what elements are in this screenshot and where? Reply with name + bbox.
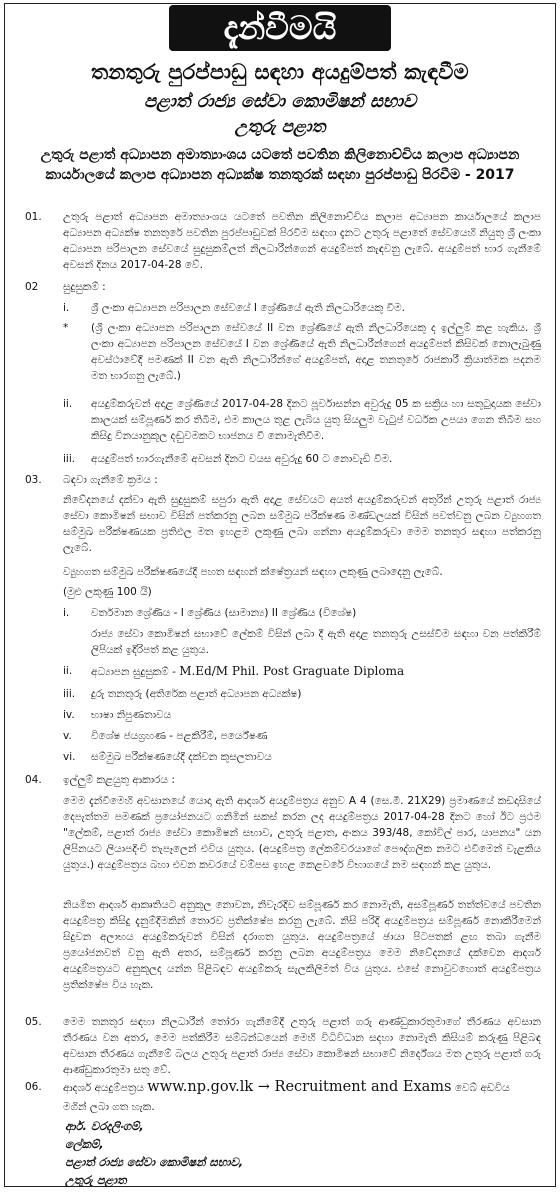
notice-subject	[15, 145, 545, 185]
section-text: මෙම දැන්වීමෙහි අවසානයේ යොදා ඇති ආදර්ශ අයදුම්පත්‍රය අනුව A 4 (සෙ.මී. 21X29) ප්‍රමාණයේ කඩදාසියේ දෙපැත්තම පමණක් ප්‍රයෝජනයට ගනිමින් සකස් කරන ලද අයදුම්පත්‍රය 2017-04-28 දිනට හෝ ඊට ප්‍රථම "ලේකම්, පළාත් රාජ්‍ය සේවා කොමිෂන් සභාව, උතුරු පළාත, අංකය 393/48, කෝවිල් පාර, යාපනය" යන ලිපිනයට ලියාපදිංචි තැපෑලෙන් එවිය යුතුය. (අයදුම්පත්‍ර ලේකම්වරයාගේ පෞද්ගලික නමට එවීමෙන් වැළකිය යුතුය.) අයදුම්පත්‍රය බහා එවන කවරයේ වම්පස ඉහළ කෙළවරේ විභාගයේ නම සඳහන් කළ යුතුය.	[63, 795, 541, 871]
section-text: මෙම තනතුර සඳහා නිලධාරීන් තෝරා ගැනීමේදී උතුරු පළාත් ගරු ආණ්ඩුකාරතුමාගේ තීරණය අවසාන තීරණය වන අතර, මෙම පත්කිරීම සම්බන්ධයෙන් මෙහි විධිවිධාන සදහා නොමැති කිසියම් කරුණු පිළිබඳ අවසාන තීරණය ගැනීමේ බලය උතුරු පළාත් රාජ්‍ය සේවා කොමිෂන් සභාවේ නිර්දේශය මත උතුරු පළාත් ගරු ආණ්ඩුකාරතුමා සතු වේ.	[63, 1016, 541, 1076]
item-text	[91, 663, 541, 680]
item-marker: ii.	[63, 398, 73, 410]
section-text: මගින් ලබා ගත හැක.	[63, 1101, 155, 1113]
item-text: අයදුම්කරුවන් අදාළ ශ්‍රේණියේ 2017-04-28 දිනට පූර්වාසන්න අවුරුදු 05 ක සක්‍රිය හා සතුටුදායක සේවා කාලයක් සම්පූර්ණ කර තිබීම, එම කාලය තුළ ලැබිය යුතු සියලුම වැටුප් වර්ධක උපයා ගෙන තිබීම සහ කිසිදු විනයානුකූල දඬුවමකට භාජනය වී නොමැතිවීම.	[91, 398, 541, 442]
item-marker: iii.	[63, 688, 76, 700]
item-marker: ii.	[63, 665, 73, 677]
section-text: නියමිත ආදර්ශ ආකෘතියට අනුකූල නොවන, නිවැරදිව සම්පූර්ණ කර නොමැති, අසම්පූර්ණ තත්ත්වයේ පවතින අයදුම්පත්‍ර කිසිදු දැනුම්දීමකින් තොරව ප්‍රතික්ෂේප කරනු ලැබේ. නිසි පරිදි අයදුම්පත්‍රය සම්පූර්ණ නොකිරීමෙන් සිදුවන අලාභය අයදුම්කරුවන් විසින් දරාගත යුතුය. අයදුම්පත්‍රයේ ඡායා පිටපතක් ළඟ තබා ගැනීම ප්‍රයෝජනවත් වනු ඇති අතර, සම්පූර්ණ කරනු ලබන අයදුම්පත්‍රය මෙම නිවේදනයේ දක්වෙන ආදර්ශ අයදුම්පත්‍රයට අනුකූලද යන්න පිළිබඳව අයදුම්කරු සැලකිලිමත් විය යුතුය. එසේ නොවුවහොත් අයදුම්පත්‍රය ප්‍රතික්ෂේප විය හැක.	[63, 899, 541, 991]
province-name: උතුරු පළාත	[234, 117, 326, 137]
section-number: 01.	[25, 211, 42, 223]
item-text: සම්මුඛ පරීක්ෂණයේදී දක්වන කුසලතාවය	[91, 751, 272, 763]
subject-line-1: උතුරු පළාත් අධ්‍යාපන අමාත්‍යාංශය යටතේ පවතින කිලිනොච්චිය කලාප අධ්‍යාපන	[40, 147, 520, 163]
item-marker: vi.	[63, 751, 76, 763]
education-degrees: M.Ed/M Phil. Post Graguate Diploma	[179, 664, 405, 678]
signatory-org: පළාත් රාජ්‍ය සේවා කොමිෂන් සභාව,	[65, 1155, 244, 1169]
section-text: ව්‍යුහගත සම්මුඛ පරීක්ෂණයේදී පහත සඳහන් ක්ෂේත්‍රයන් සඳහා ලකුණු ලබාදෙනු ලැබේ.	[63, 566, 443, 578]
website-link[interactable]: www.np.gov.lk → Recruitment and Exams	[147, 1079, 452, 1095]
section-heading: බඳවා ගැනීමේ ක්‍රමය :	[63, 474, 158, 486]
section-number: 03.	[25, 474, 42, 486]
section-number: 05.	[25, 1016, 42, 1028]
item-text: වර්තමාන ශ්‍රේණිය - I ශ්‍රේණිය (සාමාන්‍ය) II ශ්‍රේණිය (විශේෂ)	[91, 607, 357, 619]
item-marker: iii.	[63, 453, 76, 465]
section-number: 04.	[25, 774, 42, 786]
section-text: නිවේදනයේ දක්වා ඇති සුදුසුකම් සපුරා ඇති අදාළ සේවයට අයත් අයදුම්කරුවන් අතුරින් උතුරු පළාත් රාජ්‍ය සේවා කොමිෂන් සභාව විසින් පත්කරනු ලබන සම්මුඛ පරීක්ෂණ මණ්ඩලයක් විසින් පවත්වනු ලබන ව්‍යුහගත සම්මුඛ පරීක්ෂණයක ප්‍රතිඵල මත ඉහළම ලකුණු ලබා ගන්නා අයදුම්කරුවා මෙම තනතුර සඳහා පත්කරනු ලැබේ.	[63, 494, 541, 554]
subject-line-2: කාර්යාලයේ කලාප අධ්‍යාපන අධ්‍යක්ෂ තනතුරක් සඳහා පුරප්පාඩු පිරවීම - 2017	[45, 167, 515, 183]
item-marker: iv.	[63, 709, 75, 721]
item-marker: i.	[63, 607, 70, 619]
signature-block	[65, 1117, 243, 1189]
signatory-name: ආර්. වරදලිංගම්,	[65, 1119, 144, 1133]
form-label: ආදර්ශ අයදුම්පත්‍රය	[63, 1082, 144, 1094]
notice-title: තනතුරු පුරප්පාඩු සඳහා අයදුම්පත් කැඳවීම	[91, 60, 469, 84]
website-suffix: වෙබ් අඩවිය	[454, 1082, 510, 1094]
section-text	[63, 1079, 541, 1096]
signatory-province: උතුරු පළාත	[65, 1173, 127, 1187]
item-marker: i.	[63, 302, 70, 314]
section-heading: සුදුසුකම් :	[63, 281, 106, 293]
total-marks-text: (මුළු ලකුණු 100 යි)	[63, 586, 152, 598]
item-text: ශ්‍රී ලංකා අධ්‍යාපන පරිපාලන සේවයේ I ශ්‍රේණියේ ඇති නිලධාරියෙකු වීම.	[91, 302, 405, 314]
item-text: රාජ්‍ය සේවා කොමිෂන් සභාවේ ලේකම් විසින් ලබා දී ඇති අදාළ තනතුරු උසස්වීම සඳහා වන පත්කිරීම් ලිපියක් ඉදිරිපත් කළ යුතුය.	[91, 628, 541, 656]
signatory-role: ලේකම්,	[65, 1137, 104, 1151]
item-text: (ශ්‍රී ලංකා අධ්‍යාපන පරිපාලන සේවයේ II වන ශ්‍රේණියේ ඇති නිලධාරියෙකු ද ඉල්ලුම් කළ හැකිය. ශ්‍රී ලංකා අධ්‍යාපන පරිපාලන සේවයේ I වන ශ්‍රේණියේ ඇති නිලධාරීන්ගෙන් අයදුම්පත් කිසිවක් නොලැබුණු අවස්ථාවේදී පමණක් II වන ඇති නිලධාරීන්ගේ අයදුම්පත්, අදාළ තනතුරේ රාජකාරී ක්‍රියාත්මක පදනම මත භාරගනු ලැබේ.)	[91, 322, 541, 382]
item-text: භාෂා නිපුණතාවය	[91, 709, 172, 721]
section-number: 06.	[25, 1081, 42, 1093]
education-label: අධ්‍යාපන සුදුසුකම් -	[91, 666, 176, 678]
advertisement-notice	[4, 3, 556, 1187]
section-number: 02	[25, 281, 39, 293]
item-text: විශේෂ ජයග්‍රහණ - පළකිරීම්, පර්යේෂණ	[91, 730, 268, 742]
item-marker: v.	[63, 730, 72, 742]
item-text: අයදුම්පත් භාරගැනීමේ අවසන් දිනට වයස අවුරුදු 60 ට නොවැඩි වීම.	[91, 453, 393, 465]
section-heading: ඉල්ලුම් කළයුතු ආකාරය :	[63, 774, 175, 786]
commission-name: පළාත් රාජ්‍ය සේවා කොමිෂන් සභාව	[143, 91, 417, 112]
item-marker: *	[63, 322, 69, 334]
item-text: දුරු තනතුරු (අතිරේක පළාත් අධ්‍යාපන අධ්‍යක්ෂ)	[91, 688, 302, 700]
notice-banner: දැන්වීමයි	[169, 5, 391, 51]
section-text: උතුරු පළාත් අධ්‍යාපන අමාත්‍යාංශය යටතේ පවතින කිලිනොච්චිය කලාප අධ්‍යාපන කාර්යාලයේ කලාප අධ්‍යාපන අධ්‍යක්ෂ තනතුරේ පවතින පුරප්පාඩුවක් පිරවීම සඳහා දැනට උතුරු පළාතේ සේවයෙහි නියුතු ශ්‍රී ලංකා අධ්‍යාපන පරිපාලන සේවයේ සුදුසුකම්ලත් නිලධාරීන්ගෙන් අයදුම්පත් කැඳවනු ලැබේ. අයදුම්පත් භාර ගැනීමේ අවසන් දිනය 2017-04-28 වේ.	[63, 211, 541, 271]
